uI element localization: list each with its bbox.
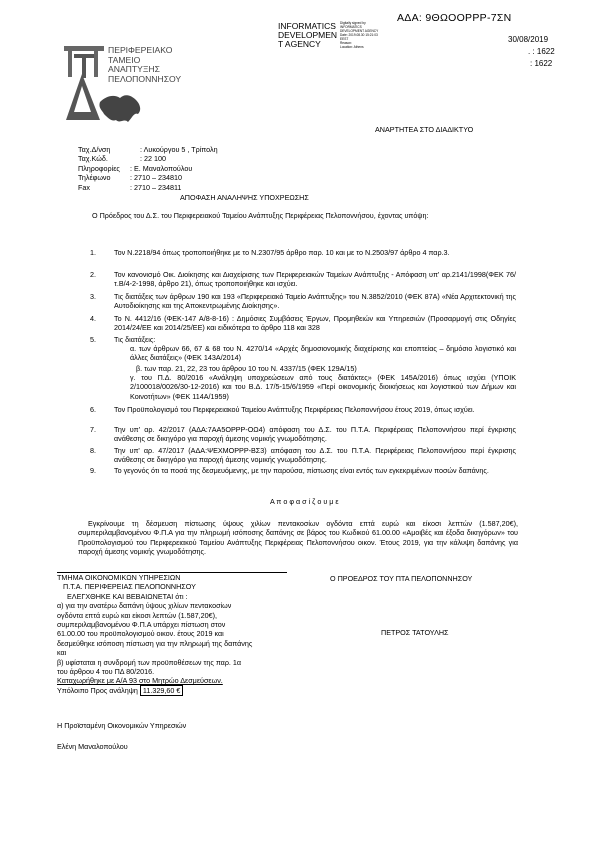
contact-value: : Λυκούργου 5 , Τρίπολη: [140, 145, 218, 154]
sub-item-c: γ. του Π.Δ. 80/2016 «Ανάληψη υποχρεώσεων από τους διατάκτες» (ΦΕΚ 145Α/2016) όπως ισχύει (ΥΠΟΙΚ 2/100018/0026/30-12-2016) και του Β.Δ. 17/5-15/6/1959 «Περί οικονομικής διοικήσεως και λογιστικού των Δήμων και Κοινοτήτων» (ΦΕΚ 114Α/1959): [130, 373, 516, 401]
item-number: 6.: [90, 405, 96, 414]
logo-line: ΑΝΑΠΤΥΞΗΣ: [108, 64, 160, 75]
contact-value: : 22 100: [140, 154, 166, 164]
president-name: ΠΕΤΡΟΣ ΤΑΤΟΥΛΗΣ: [381, 628, 449, 637]
logo-line: ΠΕΡΙΦΕΡΕΙΑΚΟ: [108, 45, 173, 55]
contact-label: Ταχ.Δ/νση: [78, 145, 111, 154]
protocol-ref-1: . : 1622: [528, 47, 555, 56]
item-text: Την υπ' αρ. 42/2017 (ΑΔΑ:7ΑΑ5ΟΡΡΡ-ΟΩ4) απόφαση του Δ.Σ. του Π.Τ.Α. Περιφέρειας Πελοποννήσου περί έγκρισης ανάθεσης σε δικηγόρο για παροχή άμεσης νομικής γνωμοδότησης.: [114, 425, 516, 444]
finance-head-name: Ελένη Μαναλοπούλου: [57, 742, 128, 751]
item-text: Τις διατάξεις των άρθρων 190 και 193 «Περιφερειακό Ταμείο Ανάπτυξης» του Ν.3852/2010 (ΦΕΚ 87Α) «Νέα Αρχιτεκτονική της Αυτοδιοίκησης και της Αποκεντρωμένης Διοίκησης».: [114, 292, 516, 311]
agency-line: T AGENCY: [278, 39, 321, 50]
item-text: Το γεγονός ότι τα ποσά της δεσμευόμενης, με την παρούσα, πίστωσης είναι εντός των εγκεκριμένων ποσών δαπάνης.: [114, 466, 489, 475]
item-text: Τις διατάξεις:: [114, 335, 156, 344]
sub-item-a: α. των άρθρων 66, 67 & 68 του Ν. 4270/14 «Αρχές δημοσιονομικής διαχείρισης και εποπτείας – δημόσιο λογιστικό και άλλες διατάξεις» (ΦΕΚ 143Α/2014): [130, 344, 516, 363]
finance-line: συμπεριλαμβανομένου Φ.Π.Α υπάρχει πίστωση στον: [57, 620, 226, 630]
finance-line: ΕΛΕΓΧΘΗΚΕ ΚΑΙ ΒΕΒΑΙΩΝΕΤΑΙ ότι :: [67, 591, 188, 601]
contact-value: : 2710 – 234810: [130, 173, 182, 183]
signature-line: INFORMATICS: [340, 25, 362, 29]
posting-note: ΑΝΑΡΤΗΤΕΑ ΣΤΟ ΔΙΑΔΙΚΤΥΟ: [375, 125, 474, 134]
item-number: 2.: [90, 270, 96, 279]
item-number: 4.: [90, 314, 96, 323]
decision-paragraph: Εγκρίνουμε τη δέσμευση πίστωσης ύψους χιλίων πεντακοσίων ογδόντα επτά ευρώ και είκοσι λεπτών (1.587,20€), συμπεριλαμβανομένου Φ.Π.Α για την πληρωμή ισόποσης δαπάνης σε βάρος του Κωδικού 61.00.00 «Αμοιβές και έξοδα δικηγόρων» του Προϋπολογισμού του Περιφερειακού Ταμείου Ανάπτυξης Περιφέρειας Πελοποννήσου οικον. Έτους 2019, για την κάλυψη δαπάνης για παροχή άμεσης νομικής γνωμοδότησης.: [78, 519, 518, 557]
item-number: 1.: [90, 248, 96, 257]
signature-line: Digitally signed by: [340, 21, 366, 25]
agency-block: [278, 22, 337, 50]
item-number: 3.: [90, 292, 96, 301]
item-number: 7.: [90, 425, 96, 434]
ada-number: ΑΔΑ: 9ΘΩΟΟΡΡΡ-7ΣΝ: [397, 12, 512, 24]
item-number: 9.: [90, 466, 96, 475]
item-text: Το Ν. 4412/16 (ΦΕΚ-147 Α/8-8-16) : Δημόσιες Συμβάσεις Έργων, Προμηθειών και Υπηρεσιών (Προσαρμογή στις Οδηγίες 2014/24/ΕΕ και 2014/25/ΕΕ) και ειδικότερα το άρθρο 118 και 328: [114, 314, 516, 333]
item-text: Τον Ν.2218/94 όπως τροποποιήθηκε με το Ν.2307/95 άρθρο παρ. 10 και με το Ν.2503/97 άρθρο 4 παρ.3.: [114, 248, 450, 257]
contact-value: : Ε. Μαναλοπούλου: [130, 163, 193, 173]
finance-line: ΤΜΗΜΑ ΟΙΚΟΝΟΜΙΚΩΝ ΥΠΗΡΕΣΙΩΝ: [57, 573, 181, 582]
signature-line: DEVELOPMENT AGENCY: [340, 29, 379, 33]
contact-label: Ταχ.Κώδ.: [78, 154, 108, 164]
logo-line: ΠΕΛΟΠΟΝΝΗΣΟΥ: [108, 73, 182, 84]
finance-separator: [57, 572, 287, 573]
contact-label: Fax: [78, 182, 90, 192]
contact-value: : 2710 – 234811: [130, 182, 182, 192]
balance-row: [57, 686, 287, 695]
logo-line: ΤΑΜΕΙΟ: [108, 54, 141, 65]
finance-line: Π.Τ.Α. ΠΕΡΙΦΕΡΕΙΑΣ ΠΕΛΟΠΟΝΝΗΣΟΥ: [63, 582, 196, 592]
balance-label: Υπόλοιπο Προς ανάληψη: [57, 685, 138, 695]
president-title: Ο ΠΡΟΕΔΡΟΣ ΤΟΥ ΠΤΑ ΠΕΛΟΠΟΝΝΗΣΟΥ: [330, 574, 473, 583]
finance-line: α) για την ανατέρω δαπάνη ύψους χιλίων πεντακοσίων: [57, 601, 232, 611]
agency-line: DEVELOPMEN: [278, 30, 338, 41]
balance-value: 11.329,60 €: [140, 685, 183, 696]
signature-line: EEST: [340, 37, 349, 41]
logo-text: [108, 46, 181, 84]
finance-line: Καταχωρήθηκε με Α/Α 93 στο Μητρώο Δεσμεύσεων.: [57, 676, 223, 686]
protocol-ref-2: : 1622: [530, 59, 553, 68]
sub-item-b: β. των παρ. 21, 22, 23 του άρθρου 10 του Ν. 4337/15 (ΦΕΚ 129Α/15): [136, 364, 357, 373]
intro-paragraph: Ο Πρόεδρος του Δ.Σ. του Περιφερειακού Ταμείου Ανάπτυξης Περιφέρειας Πελοποννήσου, έχοντας υπόψη:: [92, 211, 429, 220]
finance-line: ογδόντα επτά ευρώ και είκοσι λεπτών (1.587,20€),: [57, 610, 218, 620]
item-number: 8.: [90, 446, 96, 455]
finance-line: δεσμεύθηκε ισόποση πίστωση για την πληρωμή της δαπάνης: [57, 638, 253, 648]
document-title: ΑΠΟΦΑΣΗ ΑΝΑΛΗΨΗΣ ΥΠΟΧΡΕΩΣΗΣ: [180, 193, 309, 202]
signature-line: Date: 2019.08.30 15:21:03: [340, 33, 378, 37]
finance-department-block: [57, 573, 287, 695]
decide-heading: Α π ο φ α σ ί ζ ο υ μ ε: [270, 497, 339, 506]
finance-line: 61.00.00 του προϋπολογισμού οικον. έτους 2019 και: [57, 629, 224, 639]
finance-line: β) υφίσταται η συνδρομή των προϋποθέσεων της παρ. 1α: [57, 657, 242, 667]
item-text: Τον κανονισμό Οικ. Διοίκησης και Διαχείρισης των Περιφερειακών Ταμείων Ανάπτυξης - Απόφαση υπ' αρ.2141/1998(ΦΕΚ 76/τ.Β/4-2-1998, άρθρο 21), όπως τροποποιήθηκε και ισχύει.: [114, 270, 516, 289]
contact-label: Τηλέφωνο: [78, 173, 111, 183]
signature-line: Reason:: [340, 41, 352, 45]
finance-line: και: [57, 648, 67, 658]
document-date: 30/08/2019: [508, 35, 549, 44]
agency-line: INFORMATICS: [278, 21, 336, 31]
finance-head-title: Η Προϊσταμένη Οικονομικών Υπηρεσιών: [57, 721, 187, 730]
digital-signature-info: [340, 21, 378, 49]
item-text: Την υπ' αρ. 47/2017 (ΑΔΑ:ΨΕΧΜΟΡΡΡ-ΒΣ3) απόφαση του Δ.Σ. του Π.Τ.Α. Περιφέρειας Πελοποννήσου περί έγκρισης ανάθεσης σε δικηγόρο για παροχή άμεσης νομικής γνωμοδότησης.: [114, 446, 516, 465]
signature-line: Location: Athens: [340, 45, 364, 49]
finance-line: του άρθρου 4 του ΠΔ 80/2016.: [57, 667, 155, 677]
contact-label: Πληροφορίες: [78, 163, 120, 173]
item-text: Τον Προϋπολογισμό του Περιφερειακού Ταμείου Ανάπτυξης Περιφέρειας Πελοποννήσου έτους 2019, όπως ισχύει.: [114, 405, 475, 414]
item-number: 5.: [90, 335, 96, 344]
